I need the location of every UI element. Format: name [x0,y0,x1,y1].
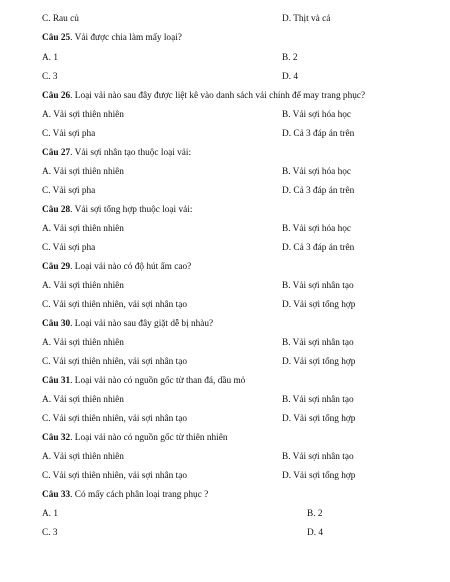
question-29 [42,261,191,273]
option-d: D. 4 [282,72,299,82]
question-33 [42,489,208,501]
option-c: C. Vải sợi thiên nhiên, vải sợi nhân tạo [42,471,187,481]
option-d: D. Vải sợi tổng hợp [282,414,356,424]
question-number: Câu 28 [42,205,71,215]
question-number: Câu 26 [42,91,71,101]
question-number: Câu 27 [42,148,71,158]
option-d: D. Cả 3 đáp án trên [282,129,355,139]
question-text: . Có mấy cách phân loại trang phục ? [70,490,209,500]
option-a: A. Vải sợi thiên nhiên [42,281,124,291]
question-number: Câu 32 [42,433,71,443]
question-text: . Vải sợi nhân tạo thuộc loại vải: [70,148,192,158]
option-c: C. 3 [42,528,58,538]
option-b: B. Vải sợi hóa học [282,167,352,177]
option-a: A. 1 [42,53,59,63]
option-a: A. Vải sợi thiên nhiên [42,224,124,234]
option-c: C. Vải sợi thiên nhiên, vải sợi nhân tạo [42,357,187,367]
option-d: D. Vải sợi tổng hợp [282,357,356,367]
question-text: . Vải được chia làm mấy loại? [70,33,182,43]
question-number: Câu 31 [42,376,71,386]
option-b: B. Vải sợi hóa học [282,224,352,234]
option-a: A. Vải sợi thiên nhiên [42,167,124,177]
option-d: D. 4 [307,528,324,538]
option-c: C. Vải sợi pha [42,243,96,253]
question-text: . Vải sợi tổng hợp thuộc loại vải: [70,205,193,215]
question-number: Câu 30 [42,319,71,329]
question-31 [42,375,245,387]
question-text: . Loại vải nào có nguồn gốc từ than đá, dầu mỏ [70,376,246,386]
question-text: . Loại vải nào sau đây giặt dễ bị nhàu? [70,319,214,329]
option-d: D. Vải sợi tổng hợp [282,471,356,481]
option-a: A. Vải sợi thiên nhiên [42,338,124,348]
option-a: A. 1 [42,509,59,519]
option-b: B. Vải sợi nhân tạo [282,281,354,291]
option-c: C. Vải sợi pha [42,129,96,139]
question-number: Câu 25 [42,33,71,43]
option-a: A. Vải sợi thiên nhiên [42,452,124,462]
option-b: B. 2 [282,53,298,63]
question-number: Câu 29 [42,262,71,272]
option-a: A. Vải sợi thiên nhiên [42,395,124,405]
option-c: C. 3 [42,72,58,82]
option-b: B. Vải sợi nhân tạo [282,452,354,462]
option-b: B. 2 [307,509,323,519]
option-a: A. Vải sợi thiên nhiên [42,110,124,120]
option-d: D. Vải sợi tổng hợp [282,300,356,310]
option-d-q24: D. Thịt và cá [282,14,331,24]
option-c-q24: C. Rau củ [42,14,79,24]
question-30 [42,318,213,330]
option-b: B. Vải sợi hóa học [282,110,352,120]
question-text: . Loại vải nào sau đây được liệt kê vào danh sách vải chính để may trang phục? [70,91,366,101]
question-25 [42,32,182,44]
option-d: D. Cả 3 đáp án trên [282,243,355,253]
question-number: Câu 33 [42,490,71,500]
option-d: D. Cả 3 đáp án trên [282,186,355,196]
question-27 [42,147,191,159]
question-26 [42,90,365,102]
question-text: . Loại vải nào có độ hút ẩm cao? [70,262,192,272]
option-b: B. Vải sợi nhân tạo [282,338,354,348]
question-32 [42,432,228,444]
option-c: C. Vải sợi thiên nhiên, vải sợi nhân tạo [42,300,187,310]
question-28 [42,204,192,216]
option-c: C. Vải sợi pha [42,186,96,196]
option-b: B. Vải sợi nhân tạo [282,395,354,405]
option-c: C. Vải sợi thiên nhiên, vải sợi nhân tạo [42,414,187,424]
question-text: . Loại vải nào có nguồn gốc từ thiên nhiên [70,433,228,443]
